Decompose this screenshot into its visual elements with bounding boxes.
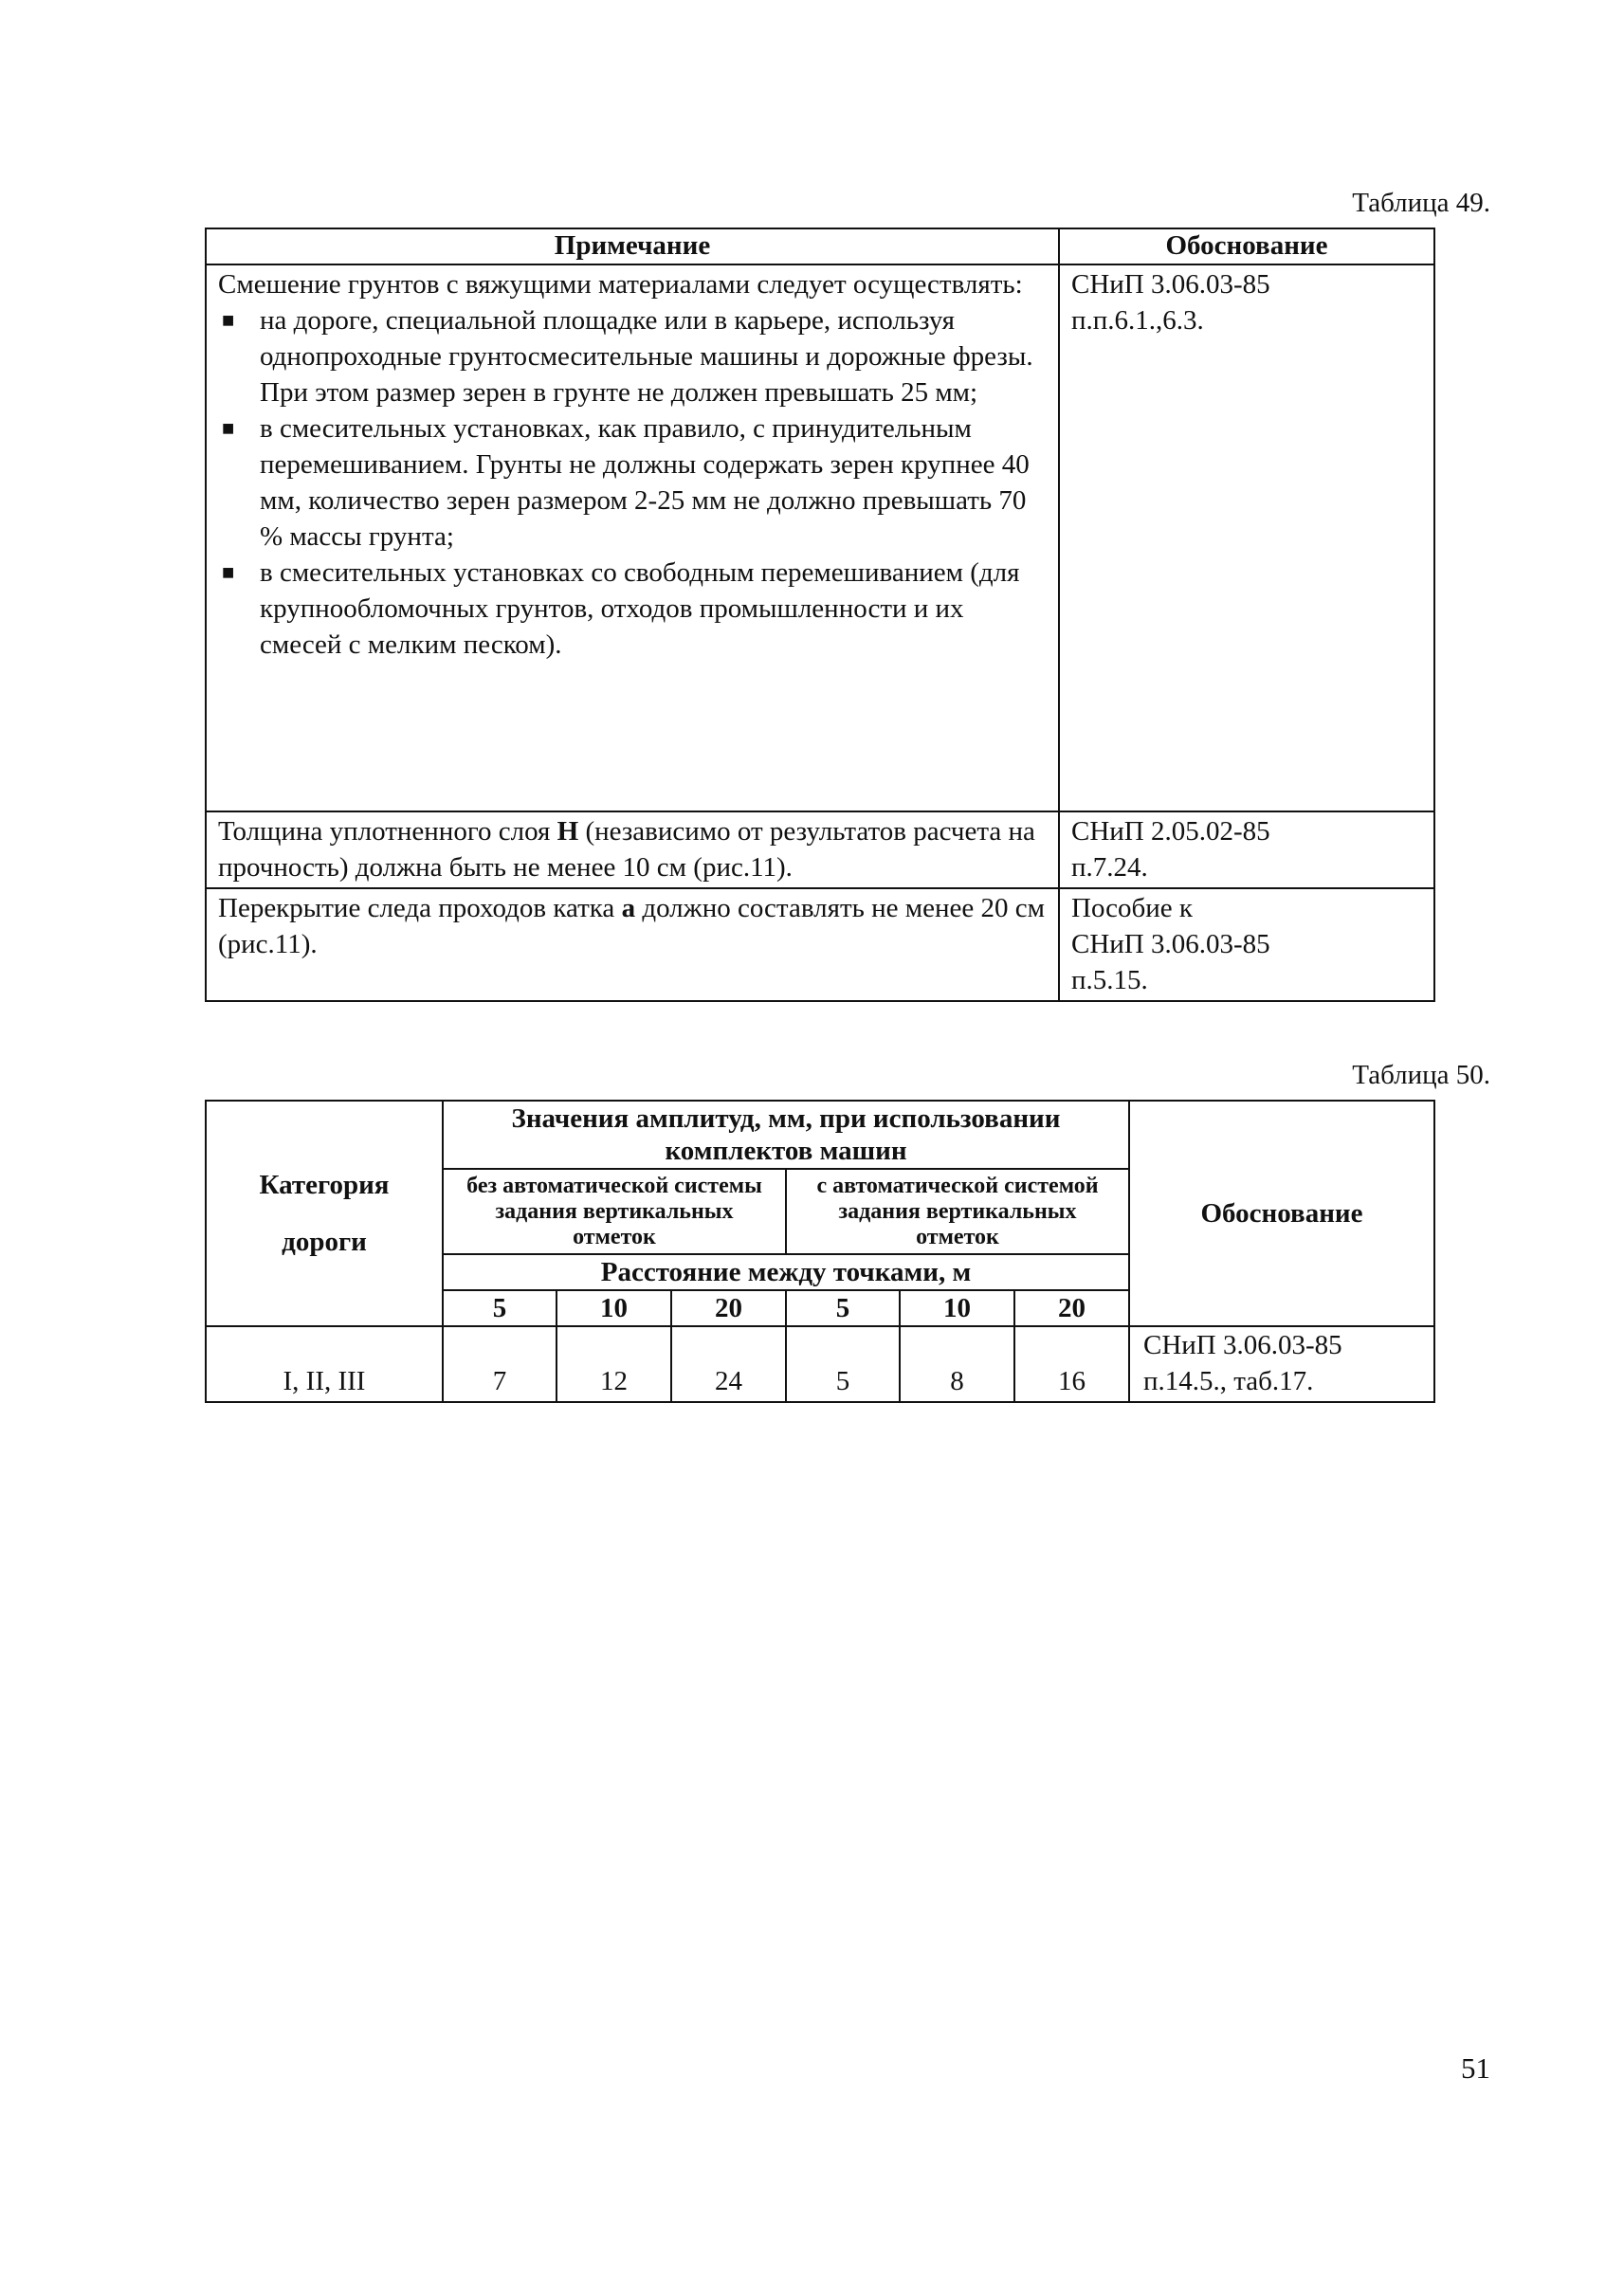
table-row	[206, 888, 1434, 1001]
note-symbol: а	[621, 893, 636, 923]
basis-line: п.7.24.	[1071, 852, 1148, 883]
note-text: Перекрытие следа проходов катка	[218, 893, 622, 923]
basis-line: СНиП 3.06.03-85	[1071, 929, 1270, 959]
distance-value: 5	[786, 1290, 900, 1326]
header-without-automation: без автоматической системы задания вертикальных отметок	[443, 1169, 786, 1254]
header-values: Значения амплитуд, мм, при использовании комплектов машин	[443, 1101, 1129, 1169]
note-cell	[206, 264, 1059, 811]
note-intro: Смешение грунтов с вяжущими материалами следует осуществлять:	[218, 269, 1023, 300]
table-49-header-row	[206, 228, 1434, 264]
basis-cell	[1059, 811, 1434, 888]
amplitude-value: 16	[1014, 1326, 1129, 1402]
bullet-square-icon: ■	[222, 560, 235, 584]
basis-cell	[1129, 1326, 1434, 1402]
list-item	[218, 302, 1047, 410]
basis-cell	[1059, 888, 1434, 1001]
table-row	[206, 811, 1434, 888]
note-symbol: Н	[557, 816, 579, 847]
bullet-text: в смесительных установках со свободным перемешиванием (для крупнообломочных грунтов, отходов промышленности и их смесей с мелким песком).	[260, 557, 1020, 660]
basis-line: СНиП 3.06.03-85	[1071, 269, 1270, 300]
distance-value: 5	[443, 1290, 557, 1326]
amplitude-value: 5	[786, 1326, 900, 1402]
bullet-text: в смесительных установках, как правило, с принудительным перемешиванием. Грунты не должны содержать зерен крупнее 40 мм, количество зерен размером 2-25 мм не должно превышать 70 % массы грунта;	[260, 413, 1030, 552]
basis-line: п.п.6.1.,6.3.	[1071, 305, 1204, 336]
page-number: 51	[1461, 2051, 1490, 2085]
header-category-line: дороги	[282, 1227, 367, 1257]
note-text: должно составлять не менее 20 см (рис.11).	[218, 893, 1045, 959]
header-basis: Обоснование	[1129, 1101, 1434, 1326]
table-50	[205, 1100, 1435, 1403]
note-cell	[206, 888, 1059, 1001]
bullet-square-icon: ■	[222, 308, 235, 332]
basis-line: СНиП 3.06.03-85	[1143, 1330, 1342, 1360]
header-distance: Расстояние между точками, м	[443, 1254, 1129, 1290]
distance-value: 20	[1014, 1290, 1129, 1326]
amplitude-value: 8	[900, 1326, 1014, 1402]
basis-line: п.14.5., таб.17.	[1143, 1366, 1314, 1396]
list-item	[218, 410, 1047, 555]
table-49	[205, 228, 1435, 1002]
header-basis: Обоснование	[1059, 228, 1434, 264]
amplitude-value: 24	[671, 1326, 786, 1402]
amplitude-value: 12	[557, 1326, 671, 1402]
list-item	[218, 555, 1047, 663]
header-category	[206, 1101, 443, 1326]
header-category-line: Категория	[259, 1170, 390, 1200]
note-cell	[206, 811, 1059, 888]
table-49-caption: Таблица 49.	[1352, 188, 1490, 218]
note-text: (независимо от результатов расчета на прочность) должна быть не менее 10 см (рис.11).	[218, 816, 1035, 883]
distance-value: 10	[557, 1290, 671, 1326]
distance-value: 20	[671, 1290, 786, 1326]
basis-line: Пособие к	[1071, 893, 1194, 923]
basis-line: п.5.15.	[1071, 965, 1148, 995]
distance-value: 10	[900, 1290, 1014, 1326]
header-with-automation: с автоматической системой задания вертикальных отметок	[786, 1169, 1129, 1254]
table-50-caption: Таблица 50.	[1352, 1060, 1490, 1090]
header-note: Примечание	[206, 228, 1059, 264]
bullet-text: на дороге, специальной площадке или в карьере, используя однопроходные грунтосмесительные машины и дорожные фрезы. При этом размер зерен в грунте не должен превышать 25 мм;	[260, 305, 1033, 408]
table-row	[206, 264, 1434, 811]
table-row	[206, 1326, 1434, 1402]
basis-cell	[1059, 264, 1434, 811]
basis-line: СНиП 2.05.02-85	[1071, 816, 1270, 847]
amplitude-value: 7	[443, 1326, 557, 1402]
note-text: Толщина уплотненного слоя	[218, 816, 557, 847]
bullet-square-icon: ■	[222, 416, 235, 440]
category-value: I, II, III	[206, 1326, 443, 1402]
